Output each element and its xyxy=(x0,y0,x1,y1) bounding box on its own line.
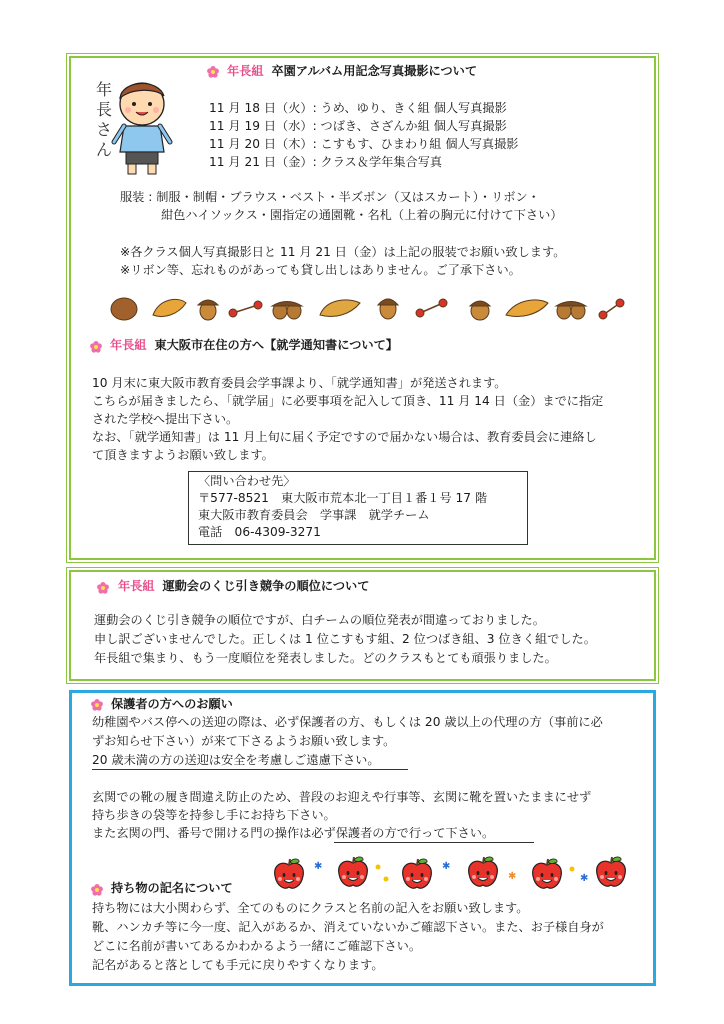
paragraph-line: こちらが届きましたら、「就学届」に必要事項を記入して頂き、11 月 14 日（金）までに指定 xyxy=(92,394,604,408)
section-title: 運動会のくじ引き競争の順位について xyxy=(162,579,370,593)
contact-tel: 電話 06-4309-3271 xyxy=(198,525,321,539)
char-label-3: さ xyxy=(95,120,112,139)
underlined-notice: 20 歳未満の方の送迎は安全を考慮しご遠慮下さい。 xyxy=(92,753,408,770)
grade-tag: 年長組 xyxy=(110,338,147,352)
schedule-line-4: 11 月 21 日（金）: クラス＆学年集合写真 xyxy=(209,155,443,169)
grade-tag: 年長組 xyxy=(227,64,264,78)
flower-icon xyxy=(90,341,102,353)
paragraph-line: て頂きますようお願い致します。 xyxy=(92,448,274,462)
contact-org: 東大阪市教育委員会 学事課 就学チーム xyxy=(198,508,430,522)
schedule-line-2: 11 月 19 日（水）: つばき、さざんか組 個人写真撮影 xyxy=(209,119,507,133)
schedule-line-3: 11 月 20 日（木）: こすもす、ひまわり組 個人写真撮影 xyxy=(209,137,519,151)
paragraph-line: された学校へ提出下さい。 xyxy=(92,412,239,426)
section-title: 卒園アルバム用記念写真撮影について xyxy=(271,64,478,78)
dress-line-1: 服装 : 制服・制帽・ブラウス・ベスト・半ズボン（又はスカート）・リボン・ xyxy=(120,190,540,204)
char-label-1: 年 xyxy=(95,80,112,99)
section-title: 保護者の方へのお願い xyxy=(111,697,233,711)
section-heading xyxy=(227,64,477,80)
paragraph-line: 玄関での靴の履き間違え防止のため、普段のお迎えや行事等、玄関に靴を置いたままにせず xyxy=(92,790,592,804)
section-title: 東大阪市在住の方へ【就学通知書について】 xyxy=(154,338,398,352)
autumn-leaves-acorns-row xyxy=(108,293,628,323)
paragraph-line: 年長組で集まり、もう一度順位を発表しました。どのクラスもとても頑張りました。 xyxy=(94,651,557,665)
schedule-line-1: 11 月 18 日（火）: うめ、ゆり、きく組 個人写真撮影 xyxy=(209,101,507,115)
flower-icon xyxy=(97,582,109,594)
paragraph-line: 靴、ハンカチ等に今一度、記入があるか、消えていないかご確認下さい。また、お子様自身が xyxy=(92,920,604,934)
paragraph-line: 記名があると落としても手元に戻りやすくなります。 xyxy=(92,958,384,972)
svg-text:✱: ✱ xyxy=(508,871,517,882)
paragraph-line: 運動会のくじ引き競争の順位ですが、白チームの順位発表が間違っておりました。 xyxy=(94,613,545,627)
paragraph-line: 持ち物には大小関わらず、全てのものにクラスと名前の記入をお願い致します。 xyxy=(92,901,529,915)
section-heading xyxy=(118,579,369,595)
note-line-1: ※各クラス個人写真撮影日と 11 月 21 日（金）は上記の服装でお願い致します。 xyxy=(120,245,566,259)
svg-text:✱: ✱ xyxy=(442,861,451,872)
grade-tag: 年長組 xyxy=(118,579,155,593)
svg-text:✱: ✱ xyxy=(314,861,323,872)
dress-line-2: 紺色ハイソックス・園指定の通園靴・名札（上着の胸元に付けて下さい） xyxy=(161,208,563,222)
flower-icon xyxy=(91,699,103,711)
char-label-4: ん xyxy=(95,140,112,159)
char-label-2: 長 xyxy=(95,100,112,119)
paragraph-line: ずお知らせ下さい）が来て下さるようお願い致します。 xyxy=(92,734,396,748)
paragraph-line: 幼稚園やバス停への送迎の際は、必ず保護者の方、もしくは 20 歳以上の代理の方（事前に必 xyxy=(92,715,603,729)
flower-icon xyxy=(91,884,103,896)
contact-address: 〒577-8521 東大阪市荒本北一丁目１番１号 17 階 xyxy=(198,491,488,505)
section-heading xyxy=(110,338,398,354)
paragraph-line: 申し訳ございませんでした。正しくは 1 位こすもす組、2 位つばき組、3 位きく組でした。 xyxy=(94,632,596,646)
svg-text:✱: ✱ xyxy=(580,873,589,884)
apple-characters-row xyxy=(272,855,638,895)
paragraph-line: どこに名前が書いてあるかわかるよう一緒にご確認下さい。 xyxy=(92,939,422,953)
paragraph-line: また玄関の門、番号で開ける門の操作は必ず保護者の方で行って下さい。 xyxy=(92,826,495,840)
child-label xyxy=(93,80,115,160)
section-title: 持ち物の記名について xyxy=(111,881,233,895)
underline-rule xyxy=(334,842,534,843)
paragraph-line: 持ち歩きの袋等を持参し手にお持ち下さい。 xyxy=(92,808,336,822)
paragraph-line: 10 月末に東大阪市教育委員会学事課より、「就学通知書」が発送されます。 xyxy=(92,376,507,390)
paragraph-line: なお、「就学通知書」は 11 月上旬に届く予定ですので届かない場合は、教育委員会に連絡し xyxy=(92,430,597,444)
flower-icon xyxy=(207,66,219,78)
note-line-2: ※リボン等、忘れものがあっても貸し出しはありません。ご了承下さい。 xyxy=(120,263,521,277)
contact-title: 〈問い合わせ先〉 xyxy=(198,474,296,488)
